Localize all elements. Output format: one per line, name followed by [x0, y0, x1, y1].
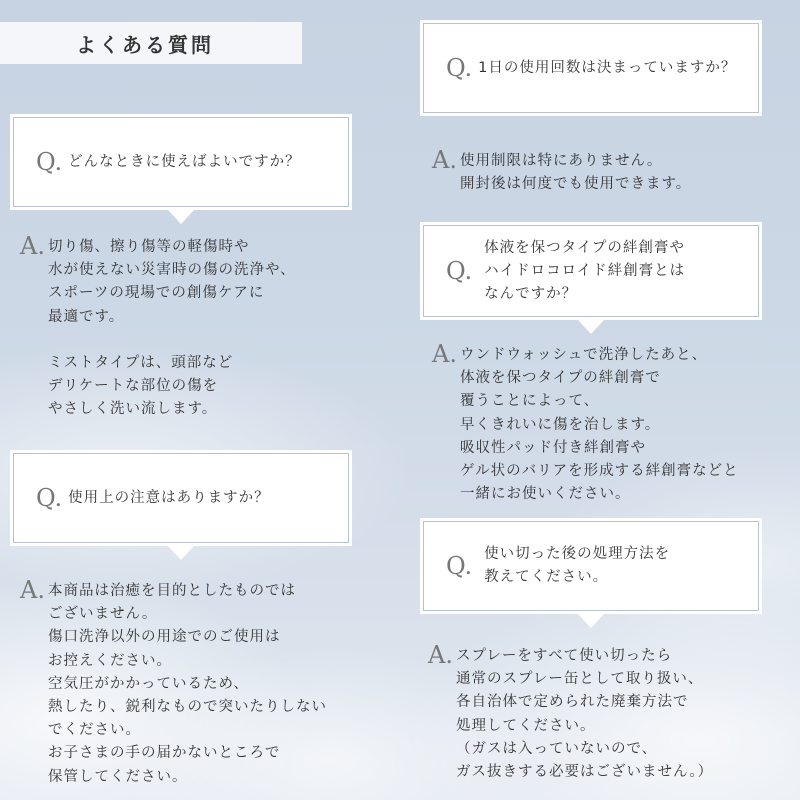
answer-1	[20, 232, 296, 421]
question-text: 使用上の注意はありますか？	[68, 489, 270, 506]
answer-line: 通常のスプレー缶として取り扱い、	[455, 671, 704, 688]
answer-line: 開封後は何度でも使用できます。	[459, 176, 692, 193]
question-line: 体液を保つタイプの絆創膏や	[484, 239, 685, 256]
q-mark: Q.	[36, 148, 63, 176]
answer-line: 吸収性パッド付き絆創膏や	[459, 439, 646, 456]
answer-line: （ガスは入っていないので、	[455, 740, 658, 757]
answer-line: ウンドウォッシュで洗浄したあと、	[459, 347, 708, 363]
answer-line: 早くきれいに傷を治します。	[459, 416, 661, 433]
answer-line: 切り傷、擦り傷等の軽傷時や	[47, 239, 250, 255]
question-box-2	[10, 450, 352, 546]
question-text: どんなときに使えばよいですか？	[68, 153, 301, 170]
question-text: 1日の使用回数は決まっていますか？	[478, 59, 737, 76]
q-mark: Q.	[446, 54, 473, 82]
answer-line: 熱したり、鋭利なもので突いたりしない	[47, 699, 327, 716]
answer-line: 傷口洗浄以外の用途でのご使用は	[47, 629, 281, 646]
answer-line: スプレーをすべて使い切ったら	[455, 648, 673, 664]
answer-line: 一緒にお使いください。	[459, 486, 631, 503]
answer-line: ゲル状のバリアを形成する絆創膏などと	[459, 463, 739, 480]
answer-line: 水が使えない災害時の傷の洗浄や、	[47, 262, 296, 279]
q-mark: Q.	[446, 257, 473, 285]
page-title: よくある質問	[76, 32, 214, 57]
a-mark: A.	[432, 146, 457, 174]
answer-line: デリケートな部位の傷を	[47, 378, 219, 395]
answer-line: お子さまの手の届かないところで	[47, 745, 281, 762]
answer-line: ございません。	[47, 606, 158, 623]
answer-line: 最適です。	[47, 308, 125, 325]
answer-line: ガス抜きする必要はございません。）	[455, 764, 714, 781]
answer-line: 使用制限は特にありません。	[459, 153, 663, 169]
answer-line: ミストタイプは、頭部など	[47, 354, 234, 371]
question-box-1	[10, 114, 352, 210]
a-mark: A.	[20, 576, 45, 604]
question-line: 教えてください。	[484, 569, 609, 585]
a-mark: A.	[428, 641, 453, 669]
answer-4	[432, 340, 739, 506]
answer-2	[20, 576, 327, 789]
question-box-4	[420, 222, 762, 320]
question-line: 使い切った後の処理方法を	[484, 546, 671, 562]
answer-line: 本商品は治癒を目的としたものでは	[47, 583, 296, 599]
question-line: ハイドロコロイド絆創膏とは	[484, 262, 686, 279]
answer-line: 体液を保つタイプの絆創膏で	[459, 370, 661, 387]
answer-line: でください。	[47, 722, 141, 739]
a-mark: A.	[20, 232, 45, 260]
answer-line: 各自治体で定められた廃棄方法で	[455, 694, 689, 711]
answer-line: お控えください。	[47, 652, 172, 669]
answer-line: 処理してください。	[455, 717, 596, 734]
answer-line: やさしく洗い流します。	[47, 401, 218, 418]
answer-5	[428, 641, 714, 784]
answer-3	[432, 146, 692, 196]
answer-line: 空気圧がかかっているため、	[47, 675, 249, 692]
answer-line: スポーツの現場での創傷ケアに	[47, 285, 265, 302]
answer-line: 覆うことによって、	[459, 393, 600, 410]
faq-title-bar	[0, 22, 302, 64]
q-mark: Q.	[446, 552, 473, 580]
question-box-5	[420, 518, 762, 614]
answer-line: 保管してください。	[47, 768, 188, 785]
q-mark: Q.	[36, 484, 63, 512]
question-line: なんですか？	[484, 285, 578, 302]
a-mark: A.	[432, 340, 457, 368]
question-box-3	[420, 20, 762, 116]
